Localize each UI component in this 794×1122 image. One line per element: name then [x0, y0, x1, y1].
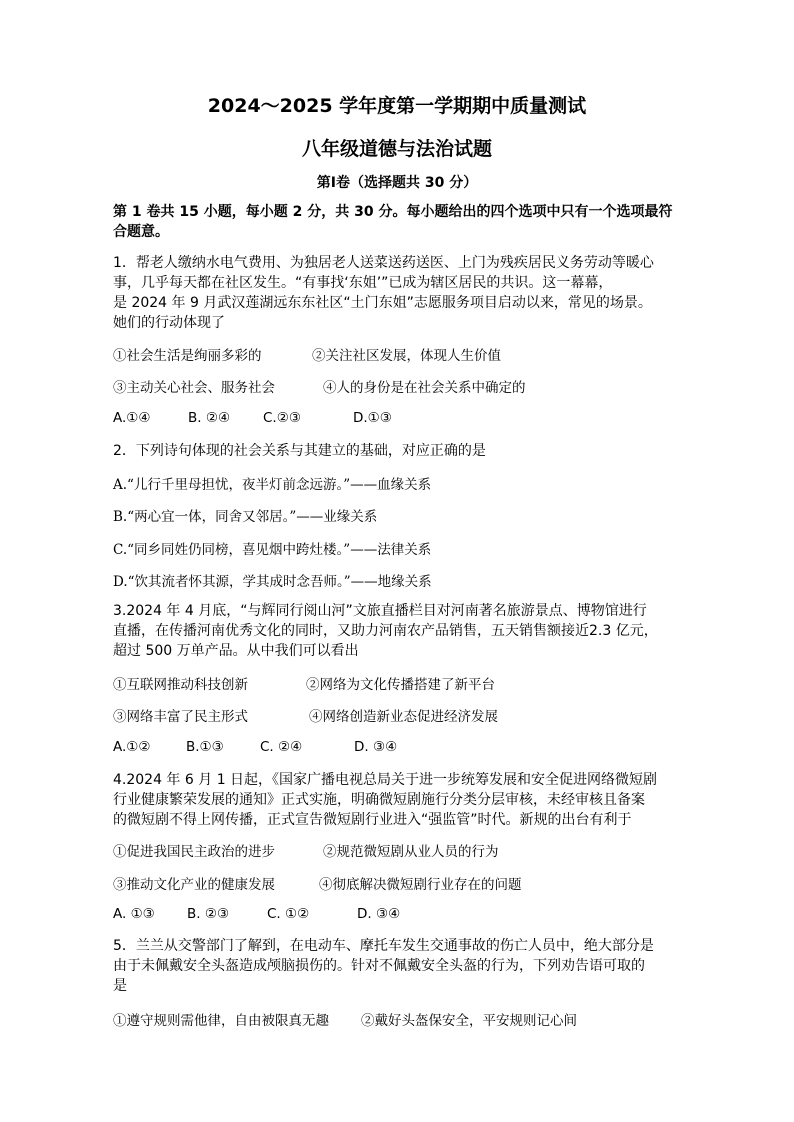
- choice-d: D. ③④: [357, 906, 401, 922]
- statement: ④人的身份是在社会关系中确定的: [323, 380, 526, 396]
- stem-line: 由于未佩戴安全头盔造成颅脑损伤的。针对不佩戴安全头盔的行为，下列劝告语可取的: [113, 958, 645, 974]
- question-5-statements-row-1: [113, 1009, 577, 1029]
- question-1-choices: [113, 410, 392, 426]
- question-1-stem: [113, 253, 688, 333]
- choice-a: A. ①③: [113, 906, 155, 922]
- statement: ④网络创造新业态促进经济发展: [309, 709, 498, 725]
- statement: ①促进我国民主政治的进步: [113, 844, 275, 860]
- exam-subtitle: 八年级道德与法治试题: [301, 138, 492, 160]
- statement: ①互联网推动科技创新: [113, 677, 248, 693]
- choice-c: C. ②④: [260, 739, 303, 755]
- choice-a: A.①④: [113, 410, 151, 426]
- stem-line: 的微短剧不得上网传播，正式宣告微短剧行业进入“强监管”时代。新规的出台有利于: [113, 812, 632, 828]
- question-3-stem: [113, 601, 688, 661]
- statement: ③推动文化产业的健康发展: [113, 877, 275, 893]
- stem-line: 直播，在传播河南优秀文化的同时，又助力河南农产品销售，五天销售额接近2.3 亿元，: [113, 623, 658, 639]
- choice-d: D.①③: [353, 410, 392, 426]
- question-3-choices: [113, 739, 397, 755]
- question-2-stem: 2．下列诗句体现的社会关系与其建立的基础，对应正确的是: [113, 443, 486, 459]
- exam-title: 2024～2025 学年度第一学期期中质量测试: [207, 95, 587, 117]
- stem-line: 3.2024 年 4 月底，“与辉同行阅山河”文旅直播栏目对河南著名旅游景点、博物馆进行: [113, 603, 647, 619]
- choice-b: B.①③: [186, 739, 224, 755]
- question-5-stem: [113, 936, 688, 996]
- stem-line: 行业健康繁荣发展的通知》正式实施，明确微短剧施行分类分层审核，未经审核且备案: [113, 792, 645, 808]
- stem-line: 事，几乎每天都在社区发生。“有事找‘东姐’”已成为辖区居民的共识。这一幕幕，: [113, 275, 613, 291]
- section-instructions: [113, 202, 683, 242]
- statement: ②网络为文化传播搭建了新平台: [306, 677, 495, 693]
- instructions-line: 第 1 卷共 15 小题，每小题 2 分，共 30 分。每小题给出的四个选项中只有一个选项最符: [113, 204, 673, 220]
- question-4-stem: [113, 770, 688, 830]
- choice-c: C.②③: [263, 410, 301, 426]
- question-1-statements-row-1: [113, 344, 501, 364]
- choice-a: A.①②: [113, 739, 151, 755]
- stem-line: 5．兰兰从交警部门了解到，在电动车、摩托车发生交通事故的伤亡人员中，绝大部分是: [113, 938, 654, 954]
- question-2-choice-b: B.“两心宜一体，同舍又邻居。”——业缘关系: [113, 509, 378, 525]
- statement: ③主动关心社会、服务社会: [113, 380, 275, 396]
- choice-d: D. ③④: [354, 739, 398, 755]
- question-2-choice-c: C.“同乡同姓仍同榜，喜见烟中跨灶楼。”——法律关系: [113, 542, 432, 558]
- question-4-statements-row-1: [113, 840, 499, 860]
- stem-line: 是: [113, 978, 127, 994]
- choice-b: B. ②③: [187, 906, 230, 922]
- stem-line: 她们的行动体现了: [113, 315, 225, 331]
- question-2-choice-d: D.“饮其流者怀其源，学其成时念吾师。”——地缘关系: [113, 574, 432, 590]
- choice-b: B. ②④: [188, 410, 231, 426]
- statement: ③网络丰富了民主形式: [113, 709, 248, 725]
- stem-line: 是 2024 年 9 月武汉莲湖远东东社区“土门东姐”志愿服务项目启动以来，常见的场景。: [113, 295, 652, 311]
- section-heading: 第Ⅰ卷（选择题共 30 分）: [316, 175, 478, 191]
- statement: ④彻底解决微短剧行业存在的问题: [319, 877, 522, 893]
- choice-c: C. ①②: [267, 906, 310, 922]
- statement: ②关注社区发展，体现人生价值: [312, 348, 501, 364]
- instructions-line: 合题意。: [113, 224, 169, 240]
- question-4-choices: [113, 906, 400, 922]
- statement: ②规范微短剧从业人员的行为: [323, 844, 499, 860]
- statement: ①社会生活是绚丽多彩的: [113, 348, 262, 364]
- question-3-statements-row-1: [113, 673, 495, 693]
- question-4-statements-row-2: [113, 873, 522, 893]
- question-3-statements-row-2: [113, 705, 498, 725]
- stem-line: 超过 500 万单产品。从中我们可以看出: [113, 643, 359, 659]
- question-2-choice-a: A.“儿行千里母担忧，夜半灯前念远游。”——血缘关系: [113, 477, 432, 493]
- stem-line: 1．帮老人缴纳水电气费用、为独居老人送菜送药送医、上门为残疾居民义务劳动等暖心: [113, 255, 654, 271]
- stem-line: 4.2024 年 6 月 1 日起，《国家广播电视总局关于进一步统筹发展和安全促进网络微短剧: [113, 772, 658, 788]
- statement: ①遵守规则需他律，自由被限真无趣: [113, 1013, 329, 1029]
- question-1-statements-row-2: [113, 376, 526, 396]
- statement: ②戴好头盔保安全，平安规则记心间: [361, 1013, 577, 1029]
